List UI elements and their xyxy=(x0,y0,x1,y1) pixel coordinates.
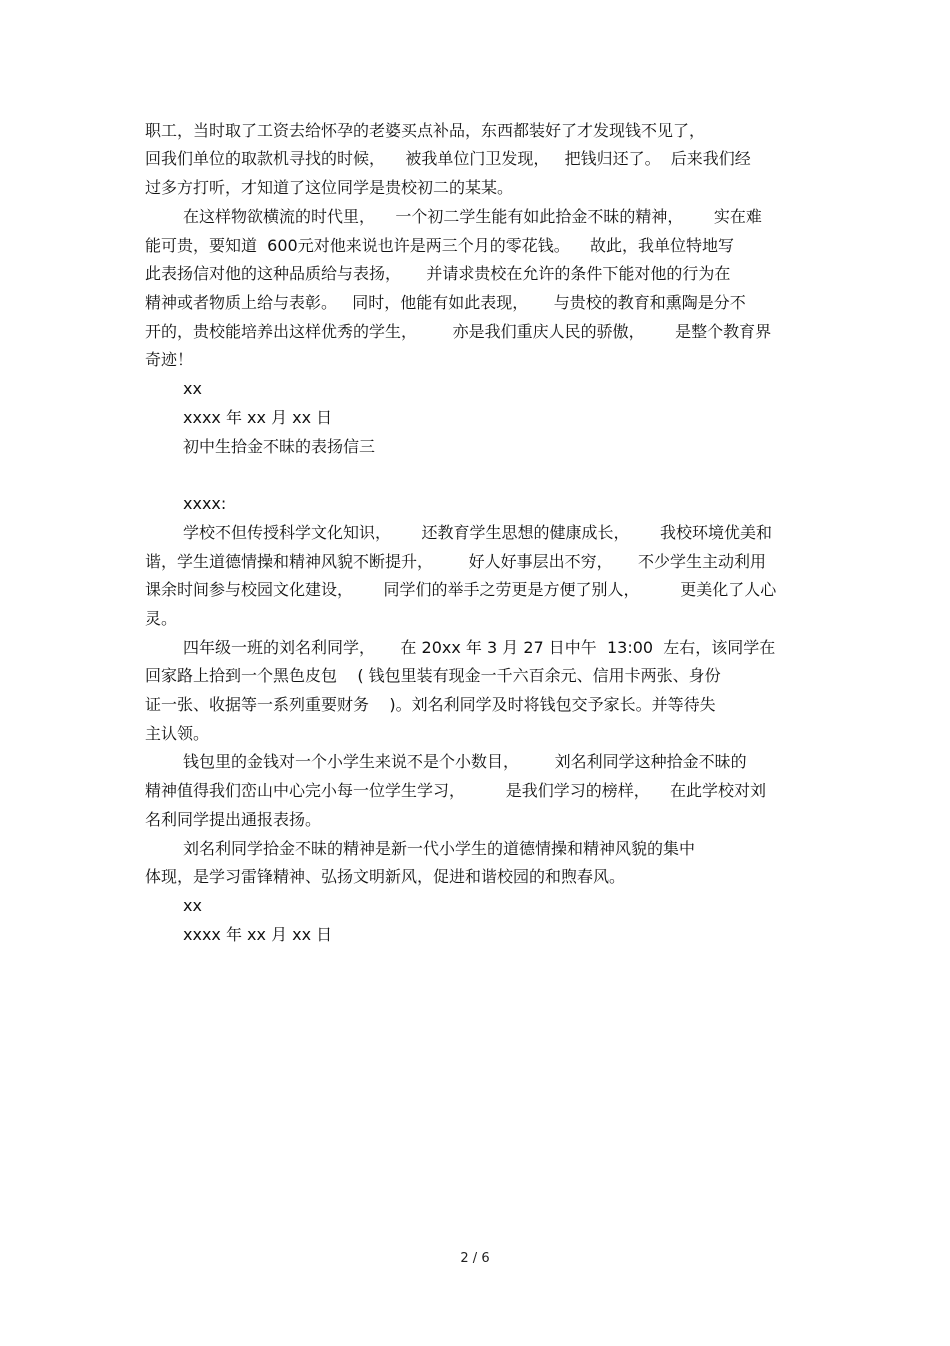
body-line: 精神值得我们峦山中心完小每一位学生学习， 是我们学习的榜样， 在此学校对刘 xyxy=(145,781,767,800)
body-line: 主认领。 xyxy=(145,724,210,743)
salutation: xxxx: xyxy=(183,494,227,513)
body-line: 回我们单位的取款机寻找的时候， 被我单位门卫发现， 把钱归还了。 后来我们经 xyxy=(145,149,751,168)
body-line: 名利同学提出通报表扬。 xyxy=(145,810,322,829)
body-line: 在这样物欲横流的时代里， 一个初二学生能有如此拾金不昧的精神， 实在难 xyxy=(183,207,762,226)
signature: xx xyxy=(183,896,202,915)
body-line: 能可贵，要知道 600元对他来说也许是两三个月的零花钱。 故此，我单位特地写 xyxy=(145,236,735,255)
date-line: xxxx 年 xx 月 xx 日 xyxy=(183,408,333,427)
body-line: 开的，贵校能培养出这样优秀的学生， 亦是我们重庆人民的骄傲， 是整个教育界 xyxy=(145,322,772,341)
body-line: 过多方打听，才知道了这位同学是贵校初二的某某。 xyxy=(145,178,514,197)
body-line: 精神或者物质上给与表彰。 同时，他能有如此表现， 与贵校的教育和熏陶是分不 xyxy=(145,293,746,312)
body-line: 灵。 xyxy=(145,609,178,628)
section-title: 初中生拾金不昧的表扬信三 xyxy=(183,437,376,456)
body-line: 钱包里的金钱对一个小学生来说不是个小数目， 刘名利同学这种拾金不昧的 xyxy=(183,752,747,771)
body-line: 证一张、收据等一系列重要财务 )。刘名利同学及时将钱包交予家长。并等待失 xyxy=(145,695,716,714)
body-line: 四年级一班的刘名利同学， 在 20xx 年 3 月 27 日中午 13:00 左右，该同学在 xyxy=(183,638,776,657)
body-line: 回家路上拾到一个黑色皮包 ( 钱包里装有现金一千六百余元、信用卡两张、身份 xyxy=(145,666,721,685)
body-line: 课余时间参与校园文化建设， 同学们的举手之劳更是方便了别人， 更美化了人心 xyxy=(145,580,777,599)
body-line: 学校不但传授科学文化知识， 还教育学生思想的健康成长， 我校环境优美和 xyxy=(183,523,773,542)
body-line: 职工，当时取了工资去给怀孕的老婆买点补品，东西都装好了才发现钱不见了， xyxy=(145,121,706,140)
body-line: 谐，学生道德情操和精神风貌不断提升， 好人好事层出不穷， 不少学生主动利用 xyxy=(145,552,767,571)
body-line: 刘名利同学拾金不昧的精神是新一代小学生的道德情操和精神风貌的集中 xyxy=(183,839,696,858)
body-line: 奇迹！ xyxy=(145,350,194,369)
page-number: 2 / 6 xyxy=(460,1251,490,1266)
date-line: xxxx 年 xx 月 xx 日 xyxy=(183,925,333,944)
body-line: 体现，是学习雷锋精神、弘扬文明新风，促进和谐校园的和煦春风。 xyxy=(145,867,626,886)
signature: xx xyxy=(183,379,202,398)
body-line: 此表扬信对他的这种品质给与表扬， 并请求贵校在允许的条件下能对他的行为在 xyxy=(145,264,731,283)
